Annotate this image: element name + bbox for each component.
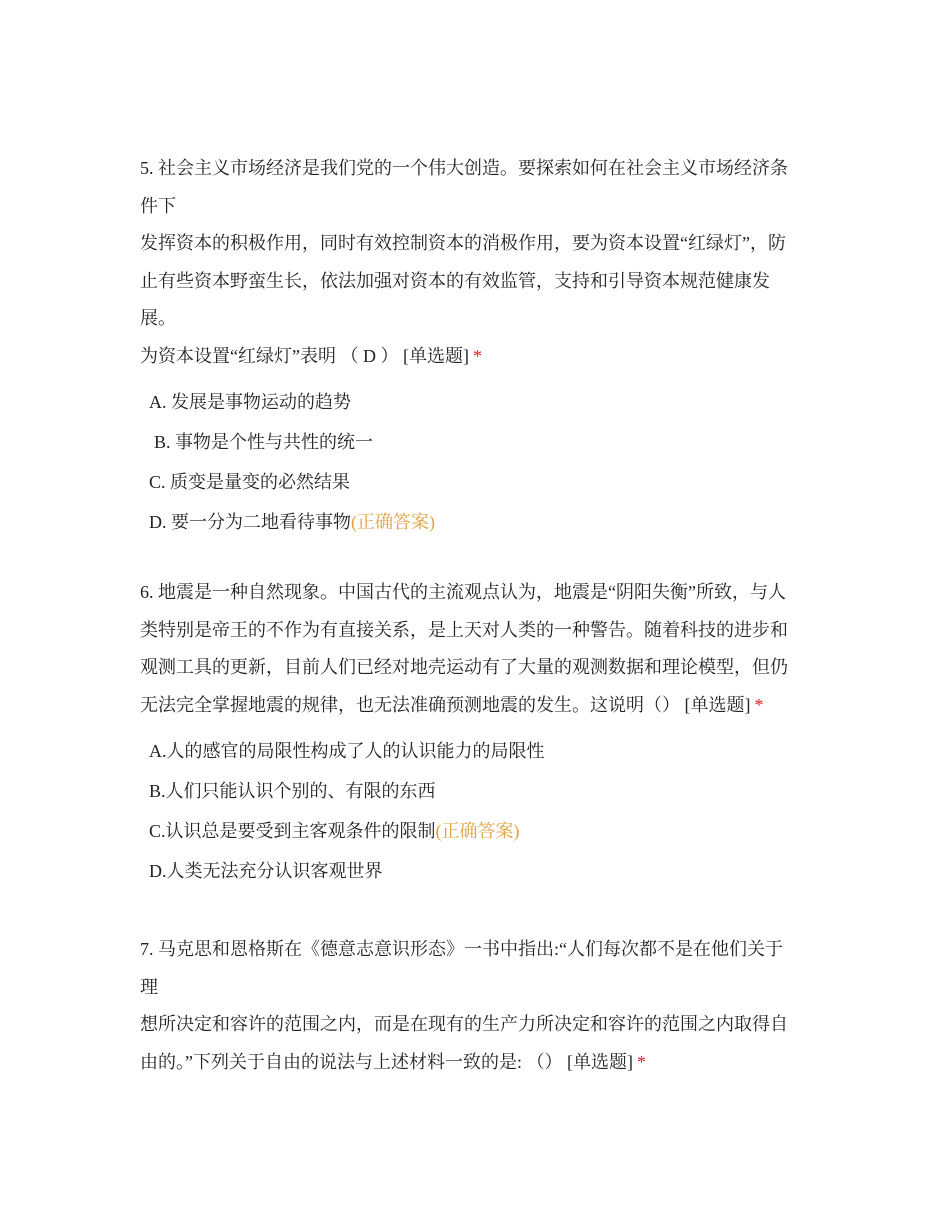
- question-5-prompt: [140, 338, 820, 376]
- question-5-option-a[interactable]: A. 发展是事物运动的趋势: [149, 392, 351, 412]
- question-6-option-b[interactable]: B.人们只能认识个别的、有限的东西: [149, 781, 436, 801]
- question-5-option-d[interactable]: [140, 502, 820, 542]
- question-5: [140, 150, 820, 542]
- question-7-text-line: 想所决定和容许的范围之内，而是在现有的生产力所决定和容许的范围之内取得自: [140, 1014, 788, 1034]
- question-5-text-line: 件下: [140, 195, 176, 216]
- required-mark: *: [754, 694, 764, 715]
- question-5-option-d-text: D. 要一分为二地看待事物: [149, 512, 351, 532]
- required-mark: *: [472, 345, 482, 366]
- correct-answer-label: (正确答案): [351, 512, 435, 532]
- question-5-prompt-text: 为资本设置“红绿灯”表明 （ D ） [单选题]: [140, 345, 469, 366]
- question-6-text-line: 观测工具的更新，目前人们已经对地壳运动有了大量的观测数据和理论模型，但仍: [140, 657, 788, 677]
- question-6-option-a[interactable]: A.人的感官的局限性构成了人的认识能力的局限性: [149, 741, 545, 761]
- question-5-option-b[interactable]: B. 事物是个性与共性的统一: [154, 432, 374, 452]
- question-6-option-d[interactable]: D.人类无法充分认识客观世界: [149, 861, 383, 881]
- question-6-text-line: 类特别是帝王的不作为有直接关系，是上天对人类的一种警告。随着科技的进步和: [140, 619, 788, 640]
- question-6-option-c-text: C.认识总是要受到主客观条件的限制: [149, 821, 436, 841]
- question-6-prompt-text: 无法完全掌握地震的规律，也无法准确预测地震的发生。这说明（） [单选题]: [140, 694, 751, 715]
- question-7-text-line: 理: [140, 976, 158, 997]
- question-7-prompt: [140, 1044, 820, 1082]
- survey-page: [140, 150, 820, 1081]
- question-6-prompt: [140, 687, 820, 725]
- question-6: [140, 574, 820, 891]
- question-5-text-line: 展。: [140, 308, 176, 328]
- required-mark: *: [636, 1051, 646, 1072]
- question-5-text-line: 止有些资本野蛮生长，依法加强对资本的有效监管，支持和引导资本规范健康发: [140, 270, 770, 291]
- question-5-text-line: 发挥资本的积极作用，同时有效控制资本的消极作用，要为资本设置“红绿灯”，防: [140, 233, 786, 253]
- question-5-option-c[interactable]: C. 质变是量变的必然结果: [149, 472, 351, 492]
- question-6-text-line: 6. 地震是一种自然现象。中国古代的主流观点认为，地震是“阴阳失衡”所致，与人: [140, 582, 786, 602]
- question-6-option-c[interactable]: [140, 811, 820, 851]
- question-7: [140, 931, 820, 1081]
- question-5-text-line: 5. 社会主义市场经济是我们党的一个伟大创造。要探索如何在社会主义市场经济条: [140, 158, 788, 178]
- correct-answer-label: (正确答案): [435, 821, 520, 841]
- question-7-text-line: 7. 马克思和恩格斯在《德意志意识形态》一书中指出:“人们每次都不是在他们关于: [140, 939, 783, 959]
- question-7-prompt-text: 由的。”下列关于自由的说法与上述材料一致的是: （） [单选题]: [140, 1051, 633, 1072]
